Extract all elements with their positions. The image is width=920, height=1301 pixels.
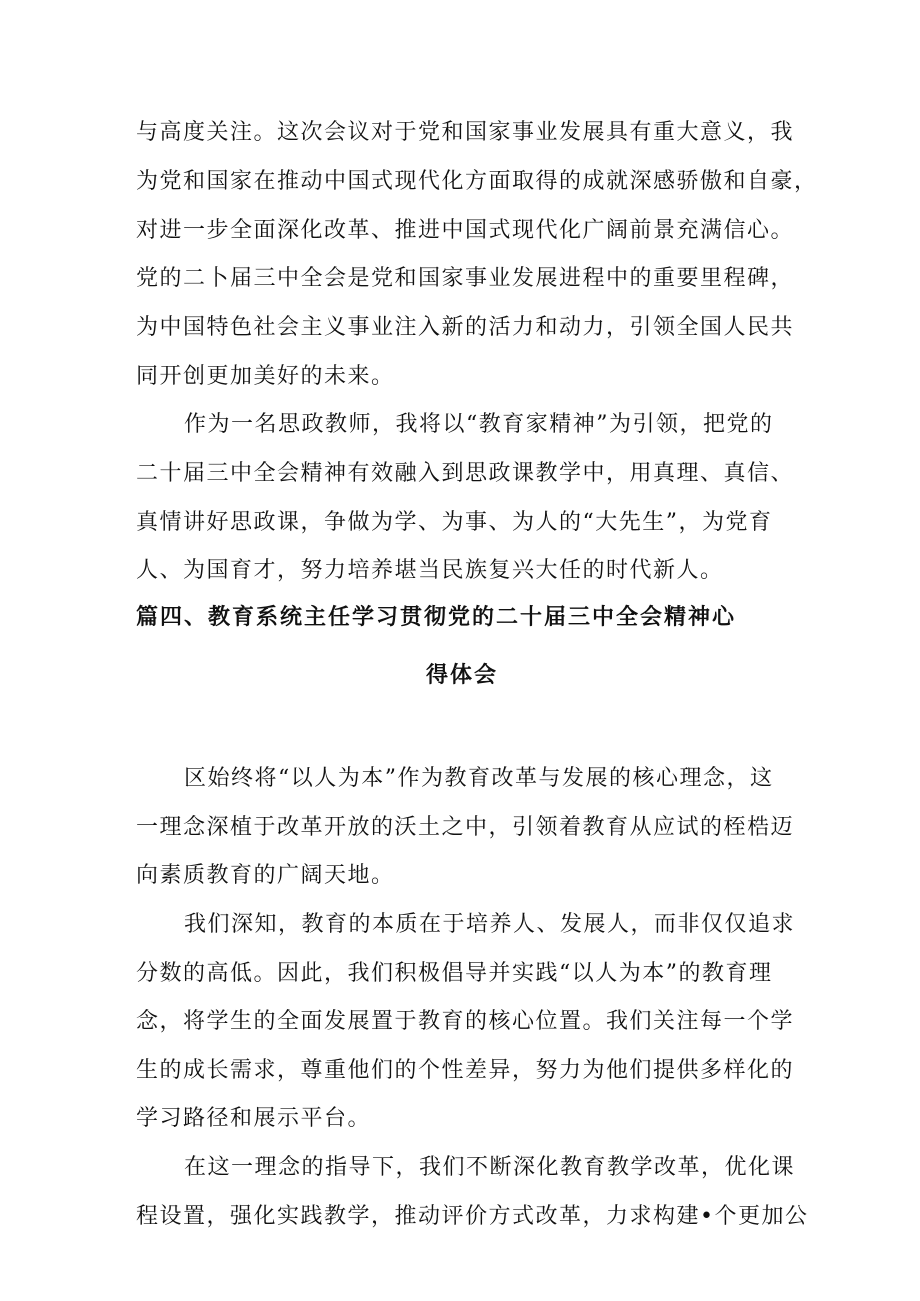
text-line: 与高度关注。这次会议对于党和国家事业发展具有重大意义，我 [136, 120, 795, 145]
text-line: 人、为国育才，努力培养堪当民族复兴大任的时代新人。 [136, 558, 724, 583]
text-line: 学习路径和展示平台。 [136, 1106, 372, 1131]
text-line: 为中国特色社会主义事业注入新的活力和动力，引领全国人民共 [136, 315, 795, 340]
text-line: 党的二卜届三中全会是党和国家事业发展进程中的重要里程碑， [136, 266, 795, 291]
text-line: 对进一步全面深化改革、推进中国式现代化广阔前景充满信心。 [136, 218, 795, 243]
section-title-line-2: 得体会 [426, 663, 499, 688]
text-line: 作为一名思政教师，我将以“教育家精神”为引领，把党的 [184, 412, 774, 437]
text-line: 向素质教育的广阔天地。 [136, 863, 395, 888]
text-line: 区始终将“以人为本”作为教育改革与发展的核心理念，这 [184, 766, 774, 791]
text-line: 分数的高低。因此，我们积极倡导并实践“以人为本”的教育理 [136, 961, 773, 986]
text-line: 同开创更加美好的未来。 [136, 364, 395, 389]
text-line: 真情讲好思政课，争做为学、为事、为人的“大先生”，为党育 [136, 510, 773, 535]
text-line: 在这一理念的指导下，我们不断深化教育教学改革，优化课 [184, 1155, 796, 1180]
text-line: 我们深知，教育的本质在于培养人、发展人，而非仅仅追求 [184, 912, 796, 937]
text-line: 二十届三中全会精神有效融入到思政课教学中，用真理、真信、 [136, 461, 795, 486]
text-line: 生的成长需求，尊重他们的个性差异，努力为他们提供多样化的 [136, 1058, 795, 1083]
text-line: 程设置，强化实践教学，推动评价方式改革，力求构建•个更加公 [136, 1204, 809, 1229]
text-line: 念，将学生的全面发展置于教育的核心位置。我们关注每一个学 [136, 1009, 795, 1034]
text-line: 一理念深植于改革开放的沃土之中，引领着教育从应试的桎梏迈 [136, 815, 795, 840]
text-line: 为党和国家在推动中国式现代化方面取得的成就深感骄傲和自豪， [136, 169, 818, 194]
section-title-line-1: 篇四、教育系统主任学习贯彻党的二十届三中全会精神心 [136, 605, 737, 630]
